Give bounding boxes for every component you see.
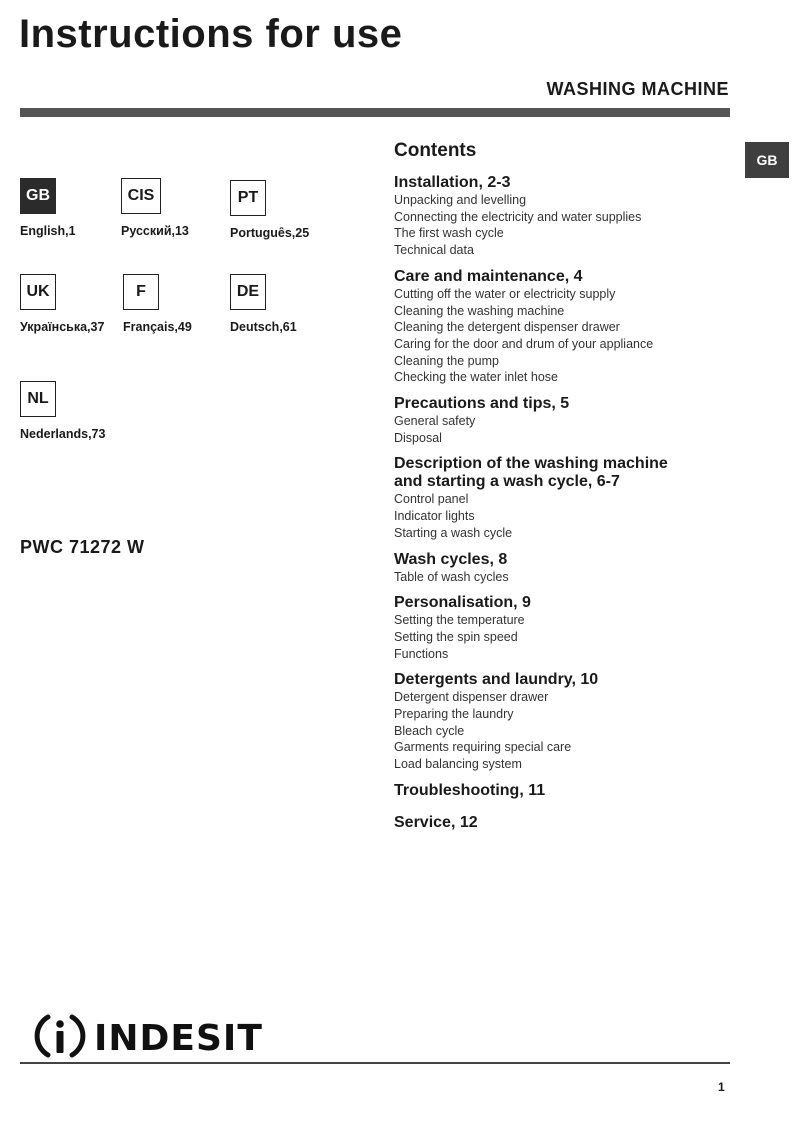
toc-item[interactable]: Cleaning the detergent dispenser drawer bbox=[394, 320, 620, 335]
toc-section-title-continued[interactable]: and starting a wash cycle, 6-7 bbox=[394, 473, 620, 491]
language-entry-f[interactable] bbox=[123, 274, 243, 334]
toc-item[interactable]: Preparing the laundry bbox=[394, 707, 514, 722]
toc-section-title[interactable]: Detergents and laundry, 10 bbox=[394, 671, 599, 689]
toc-item[interactable]: Garments requiring special care bbox=[394, 740, 572, 755]
table-of-contents bbox=[394, 140, 724, 846]
brand-name: INDESIT bbox=[94, 1018, 263, 1059]
language-entry-pt[interactable] bbox=[230, 180, 350, 240]
toc-item[interactable]: Unpacking and levelling bbox=[394, 193, 527, 207]
page-title: Instructions for use bbox=[19, 12, 403, 56]
toc-section-installation bbox=[394, 174, 724, 259]
toc-section-title[interactable]: Service, 12 bbox=[394, 813, 478, 831]
toc-item[interactable]: Starting a wash cycle bbox=[394, 525, 513, 540]
toc-section-title[interactable]: Care and maintenance, 4 bbox=[394, 267, 583, 285]
toc-item[interactable]: Cleaning the washing machine bbox=[394, 303, 565, 318]
language-code-badge: NL bbox=[20, 381, 56, 417]
language-label: Nederlands,73 bbox=[20, 427, 106, 441]
language-entry-cis[interactable] bbox=[121, 178, 241, 238]
toc-section-wash-cycles bbox=[394, 551, 724, 586]
toc-section-detergents bbox=[394, 671, 724, 773]
language-label: Français,49 bbox=[123, 320, 192, 334]
toc-item[interactable]: Control panel bbox=[394, 492, 469, 507]
language-label: Português,25 bbox=[230, 226, 310, 240]
language-code-badge: DE bbox=[230, 274, 266, 310]
language-label: Русский,13 bbox=[121, 224, 189, 238]
contents-heading: Contents bbox=[394, 140, 477, 161]
toc-item[interactable]: Functions bbox=[394, 646, 449, 661]
toc-section-title[interactable]: Troubleshooting, 11 bbox=[394, 781, 546, 799]
toc-section-care bbox=[394, 268, 724, 386]
toc-item[interactable]: Caring for the door and drum of your appliance bbox=[394, 336, 654, 351]
brand-logo bbox=[34, 1010, 263, 1067]
toc-section-title[interactable]: Personalisation, 9 bbox=[394, 594, 531, 612]
language-code-badge: GB bbox=[20, 178, 56, 214]
language-label: English,1 bbox=[20, 224, 76, 238]
toc-item[interactable]: Cutting off the water or electricity supply bbox=[394, 286, 616, 301]
language-code-badge: UK bbox=[20, 274, 56, 310]
toc-item[interactable]: Disposal bbox=[394, 430, 442, 445]
toc-item[interactable]: Bleach cycle bbox=[394, 723, 465, 738]
toc-item[interactable]: Setting the temperature bbox=[394, 613, 525, 628]
toc-item[interactable]: Connecting the electricity and water supplies bbox=[394, 209, 642, 224]
toc-section-title[interactable]: Wash cycles, 8 bbox=[394, 550, 508, 568]
toc-item[interactable]: Table of wash cycles bbox=[394, 569, 509, 584]
toc-item[interactable]: Cleaning the pump bbox=[394, 353, 499, 368]
toc-item[interactable]: The first wash cycle bbox=[394, 226, 504, 241]
language-entry-de[interactable] bbox=[230, 274, 350, 334]
toc-section-precautions bbox=[394, 395, 724, 446]
language-label: Українська,37 bbox=[20, 320, 105, 334]
language-code-badge: PT bbox=[230, 180, 266, 216]
language-code-badge: F bbox=[123, 274, 159, 310]
toc-section-title[interactable]: Description of the washing machine bbox=[394, 455, 668, 473]
language-label: Deutsch,61 bbox=[230, 320, 297, 334]
language-side-tab: GB bbox=[745, 142, 789, 178]
toc-section-title[interactable]: Installation, 2-3 bbox=[394, 174, 511, 191]
language-entry-uk[interactable] bbox=[20, 274, 140, 334]
toc-section-personalisation bbox=[394, 594, 724, 662]
toc-item[interactable]: General safety bbox=[394, 414, 476, 429]
toc-item[interactable]: Technical data bbox=[394, 243, 474, 258]
toc-section-troubleshooting bbox=[394, 782, 724, 800]
indesit-logo-icon bbox=[34, 1010, 86, 1067]
toc-item[interactable]: Setting the spin speed bbox=[394, 629, 518, 644]
toc-section-description bbox=[394, 455, 724, 541]
toc-section-service bbox=[394, 814, 724, 832]
toc-section-title[interactable]: Precautions and tips, 5 bbox=[394, 395, 570, 413]
footer-divider bbox=[20, 1062, 730, 1064]
language-code-badge: CIS bbox=[121, 178, 161, 214]
toc-item[interactable]: Load balancing system bbox=[394, 757, 522, 772]
product-type: WASHING MACHINE bbox=[546, 79, 729, 99]
header-divider bbox=[20, 108, 730, 117]
toc-item[interactable]: Indicator lights bbox=[394, 509, 475, 524]
language-entry-nl[interactable] bbox=[20, 381, 140, 441]
toc-item[interactable]: Detergent dispenser drawer bbox=[394, 690, 549, 705]
page-number: 1 bbox=[718, 1080, 725, 1094]
toc-item[interactable]: Checking the water inlet hose bbox=[394, 370, 558, 385]
model-number: PWC 71272 W bbox=[20, 537, 145, 557]
